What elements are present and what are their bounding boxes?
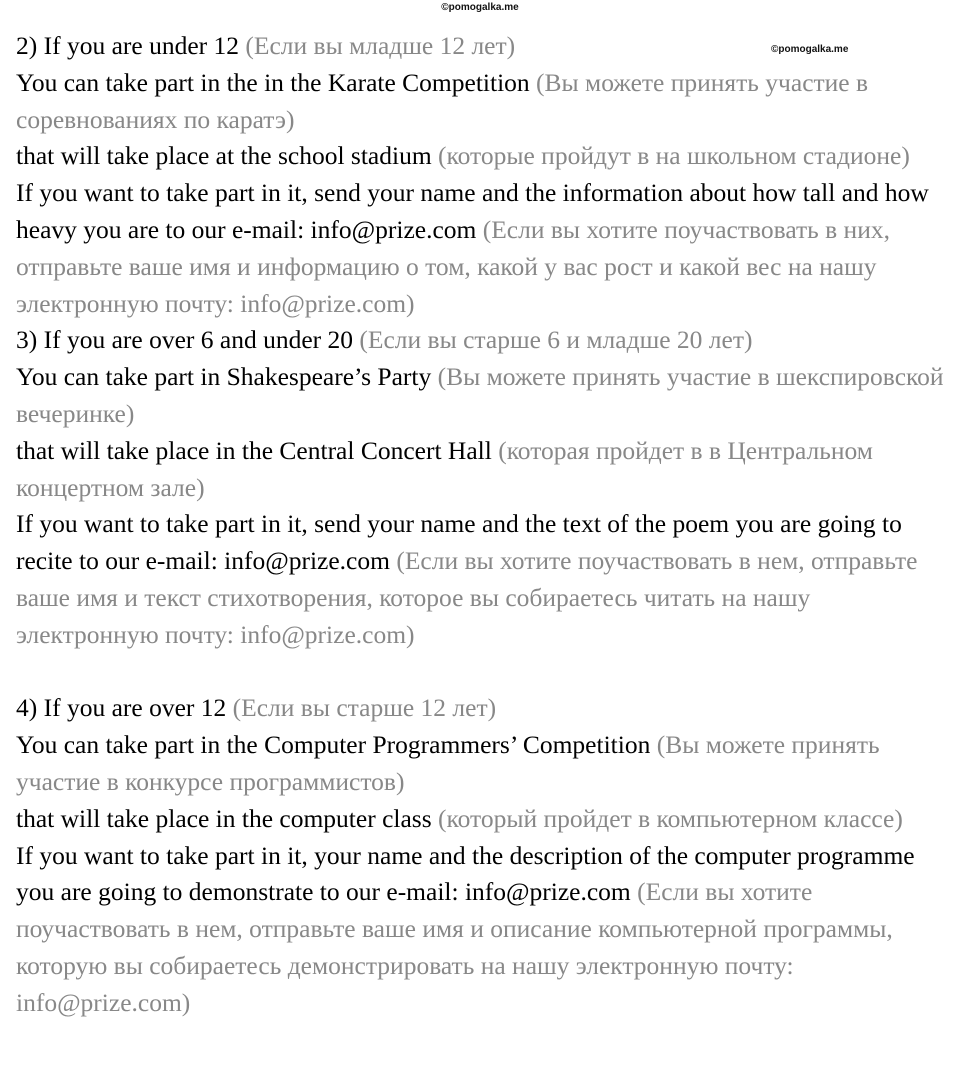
english-text: You can take part in Shakespeare’s Party [16, 362, 432, 392]
russian-translation: (которая пройдет в в Центральном концертном зале) [16, 435, 873, 502]
russian-translation: (Если вы хотите поучаствовать в них, отправьте ваше имя и информацию о том, какой у вас рост и какой вес на нашу электронную почту: info@prize.com) [16, 214, 890, 318]
russian-translation: (Вы можете принять участие в соревнованиях по каратэ) [16, 67, 869, 134]
section-over-12 [16, 690, 946, 1021]
russian-translation: (которые пройдут в на школьном стадионе) [438, 141, 910, 171]
location-line [16, 433, 946, 507]
english-text: 2) If you are under 12 [16, 31, 240, 60]
location-line [16, 138, 946, 175]
english-text: 3) If you are over 6 and under 20 [16, 325, 354, 355]
event-line [16, 727, 946, 801]
instruction-line [16, 506, 946, 653]
instruction-line [16, 175, 946, 322]
event-line [16, 65, 946, 139]
english-text: If you want to take part in it, your name and the description of the computer programme you are going to demonstrate to our e-mail: info@prize.com [16, 840, 915, 907]
english-text: that will take place in the Central Concert Hall [16, 435, 492, 465]
section-over-6-under-20 [16, 322, 946, 653]
english-text: that will take place in the computer class [16, 803, 432, 833]
english-text: If you want to take part in it, send your name and the text of the poem you are going to recite to our e-mail: info@prize.com [16, 509, 902, 576]
english-text: 4) If you are over 12 [16, 693, 227, 723]
russian-translation: (Если вы хотите поучаствовать в нем, отправьте ваше имя и текст стихотворения, которое вы собираетесь читать на нашу электронную почту: info@prize.com) [16, 546, 918, 649]
english-text: You can take part in the in the Karate Competition [16, 67, 530, 97]
russian-translation: (Если вы хотите поучаствовать в нем, отправьте ваше имя и описание компьютерной программы, которую вы собираетесь демонстрировать на нашу электронную почту: info@prize.com) [16, 877, 893, 1017]
russian-translation: (Вы можете принять участие в конкурсе программистов) [16, 730, 880, 796]
condition-line [16, 28, 946, 65]
condition-line [16, 690, 946, 727]
section-under-12 [16, 28, 946, 322]
watermark-top: ©pomogalka.me [441, 2, 519, 13]
instruction-line [16, 838, 946, 1022]
paragraph-gap [16, 654, 946, 691]
russian-translation: (Вы можете принять участие в шекспировской вечеринке) [16, 362, 944, 428]
watermark-right: ©pomogalka.me [771, 44, 849, 55]
condition-line [16, 322, 946, 359]
event-line [16, 359, 946, 433]
english-text: If you want to take part in it, send your name and the information about how tall and how heavy you are to our e-mail: info@prize.com [16, 178, 929, 244]
russian-translation: (Если вы старше 12 лет) [232, 693, 497, 723]
location-line [16, 801, 946, 838]
english-text: that will take place at the school stadium [16, 141, 432, 171]
document-body [16, 28, 946, 1022]
russian-translation: (который пройдет в компьютерном классе) [438, 803, 903, 833]
english-text: You can take part in the Computer Programmers’ Competition [16, 730, 651, 760]
russian-translation: (Если вы старше 6 и младше 20 лет) [359, 325, 753, 355]
russian-translation: (Если вы младше 12 лет) [245, 31, 516, 60]
